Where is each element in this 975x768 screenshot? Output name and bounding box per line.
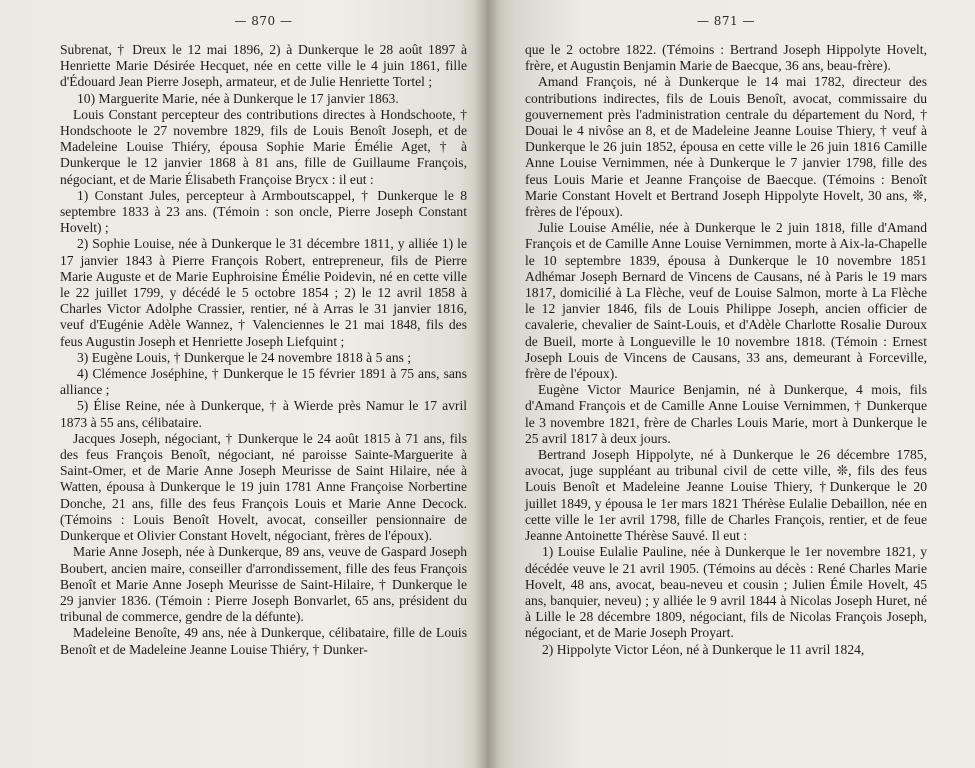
paragraph: Subrenat, † Dreux le 12 mai 1896, 2) à Dunkerque le 28 août 1897 à Henriette Marie Désirée Hecquet, née en cette ville le 4 juin 1861, fille d'Édouard Jean Pierre Joseph, armateur, et de Julie Henriette Tortel ; [60,42,467,90]
right-page-number: — 871 — [696,14,756,28]
left-page-number: — 870 — [234,14,293,28]
paragraph: 1) Constant Jules, percepteur à Armboutscappel, † Dunkerque le 8 septembre 1833 à 23 ans. (Témoin : son oncle, Pierre Joseph Constant Hovelt) ; [60,187,467,236]
paragraph: Marie Anne Joseph, née à Dunkerque, 89 ans, veuve de Gaspard Joseph Boubert, ancien maire, conseiller d'arrondissement, fille des feus François Benoît et Marie Anne Joseph Meurisse de Saint-Hilaire, † Dunkerque le 29 janvier 1836. (Témoin : Pierre Joseph Bonvarlet, 65 ans, président du tribunal de commerce, gendre de la défunte). [60,544,467,625]
paragraph: Amand François, né à Dunkerque le 14 mai 1782, directeur des contributions indirectes, fils de Louis Benoît, avocat, commissaire du gouvernement près l'administration centrale du département du Nord, † Douai le 4 nivôse an 8, et de Madeleine Jeanne Louise Thiery, † veuf à Dunkerque le 26 juin 1852, épousa en cette ville le 26 juin 1816 Camille Anne Louise Vernimmen, née à Dunkerque le 7 janvier 1798, fille des feus Louis Marie et Jeanne Françoise de Baecque. (Témoins : Benoît Marie Constant Hovelt et Bertrand Joseph Hippolyte Hovelt, 30 ans, ❊, frères de l'époux). [525,74,927,220]
paragraph: 10) Marguerite Marie, née à Dunkerque le 17 janvier 1863. [77,90,399,106]
paragraph: Louis Constant percepteur des contributions directes à Hondschoote, † Hondschoote le 27 novembre 1829, fils de Louis Benoît Joseph, et de Madeleine Louise Thiéry, épousa Sophie Marie Émélie Aget, † à Dunkerque le 12 janvier 1868 à 81 ans, fille de Guillaume François, négociant, et de Marie Élisabeth Françoise Brycx : il eut : [60,106,467,187]
paragraph: Eugène Victor Maurice Benjamin, né à Dunkerque, 4 mois, fils d'Amand François et de Camille Anne Louise Vernimmen, † Dunkerque le 3 novembre 1821, frère de Charles Louis Marie, mort à Dunkerque le 25 avril 1817 à deux jours. [525,382,927,446]
paragraph: Madeleine Benoîte, 49 ans, née à Dunkerque, célibataire, fille de Louis Benoît et de Madeleine Jeanne Louise Thiéry, † Dunker- [60,625,467,657]
paragraph: 5) Élise Reine, née à Dunkerque, † à Wierde près Namur le 17 avril 1873 à 55 ans, célibataire. [60,398,467,430]
paragraph: Julie Louise Amélie, née à Dunkerque le 2 juin 1818, fille d'Amand François et de Camille Anne Louise Vernimmen, morte à Aix-la-Chapelle le 10 septembre 1839, épousa à Dunkerque le 10 novembre 1851 Adhémar Joseph Bernard de Vincens de Causans, né à Paris le 19 mars 1817, domicilié à La Flèche, veuf de Louise Salmon, morte à La Flèche le 12 janvier 1846, fils de Louis Philippe Joseph, ancien officier de cavalerie, chevalier de Saint-Louis, et d'Adèle Charlotte Rosalie Duroux de Bueil, morte à Longueville le 10 novembre 1818. (Témoin : Ernest Joseph Louis de Vincens de Causans, 33 ans, demeurant à Forceville, frère de l'époux). [525,220,927,382]
paragraph: 2) Hippolyte Victor Léon, né à Dunkerque le 11 avril 1824, [542,641,865,657]
paragraph: 3) Eugène Louis, † Dunkerque le 24 novembre 1818 à 5 ans ; [77,349,412,365]
paragraph: que le 2 octobre 1822. (Témoins : Bertrand Joseph Hippolyte Hovelt, frère, et Augustin Benjamin Marie de Baecque, 36 ans, beau-frère). [525,42,927,74]
left-page-text [60,42,467,658]
paragraph: 1) Louise Eulalie Pauline, née à Dunkerque le 1er novembre 1821, y décédée veuve le 21 avril 1905. (Témoins au décès : René Charles Marie Hovelt, 48 ans, avocat, beau-neveu et cousin ; Julien Émile Hovelt, 45 ans, banquier, neveu) ; y alliée le 9 avril 1844 à Nicolas Joseph Huret, né à Lille le 28 décembre 1809, négociant, fils de Nicolas François Joseph, négociant, et de Marie Joseph Proyart. [525,544,927,641]
paragraph: Bertrand Joseph Hippolyte, né à Dunkerque le 26 décembre 1785, avocat, juge suppléant au tribunal civil de cette ville, ❊, fils des feus Louis Benoît et Madeleine Jeanne Louise Thiery, †Dunkerque le 20 juillet 1849, y épousa le 1er mars 1821 Thérèse Eulalie Debaillon, née en cette ville le 1er avril 1798, fille de Charles François, rentier, et de feue Jeanne Antoinette Thérèse Sauvé. Il eut : [525,447,927,544]
paragraph: 4) Clémence Joséphine, † Dunkerque le 15 février 1891 à 75 ans, sans alliance ; [60,366,467,398]
paragraph: 2) Sophie Louise, née à Dunkerque le 31 décembre 1811, y alliée 1) le 17 janvier 1843 à Pierre François Robert, entrepreneur, fils de Pierre Marie Auguste et de Marie Euphroisine Émélie Poidevin, né en cette ville le 22 juillet 1799, y décédé le 5 octobre 1854 ; 2) le 12 avril 1858 à Charles Victor Adolphe Crassier, rentier, né à Arras le 31 janvier 1816, veuf d'Eugénie Adèle Wannez, † Valenciennes le 21 mai 1848, fils des feus Augustin Joseph et Henriette Joseph Liefquint ; [60,236,467,349]
paragraph: Jacques Joseph, négociant, † Dunkerque le 24 août 1815 à 71 ans, fils des feus François Benoît, négociant, né paroisse Sainte-Marguerite à Saint-Omer, et de Marie Anne Joseph Meurisse de Saint Hilaire, née à Watten, épousa à Dunkerque le 19 juin 1781 Anne Françoise Norbertine Donche, 21 ans, fille des feus François Louis et Marie Anne Decock. (Témoins : Louis Benoît Hovelt, avocat, conseiller pensionnaire de Dunkerque et Olivier Constant Hovelt, négociant, frères de l'époux). [60,430,467,544]
right-page [487,0,975,768]
right-page-text [525,42,927,658]
left-page [0,0,487,768]
